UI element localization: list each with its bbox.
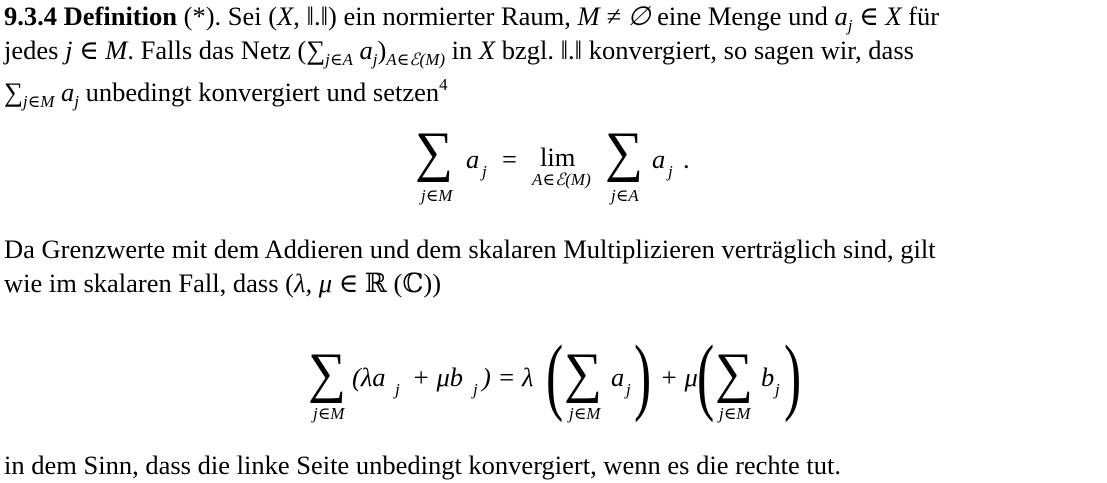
var-a: a (61, 77, 75, 107)
sum-symbol: ∑ (306, 35, 326, 65)
text: jedes (4, 35, 59, 65)
in-symbol: ∈ (859, 1, 879, 31)
norm: , ‖.‖ (293, 1, 329, 31)
lim-operator: lim (540, 142, 576, 172)
paragraph-2-line-2 (4, 267, 1104, 300)
definition-mark: (*). (183, 1, 222, 31)
sum-symbol: ∑ (714, 342, 753, 404)
sum-symbol: ∑ (414, 121, 453, 183)
definition-line-3 (4, 68, 1104, 118)
sub-j: j (372, 50, 378, 69)
sub-j: j (74, 92, 79, 111)
text: für (908, 1, 940, 31)
sum-symbol: ∑ (604, 121, 643, 183)
text: eine Menge und (657, 1, 828, 31)
sub-j: j (482, 162, 487, 181)
j-in-m: j ∈ M (65, 35, 128, 65)
var-x: X (478, 35, 496, 65)
sub-j: j (626, 380, 631, 399)
paragraph-3: in dem Sinn, dass die linke Seite unbedingt konvergiert, wenn es die rechte tut. (4, 450, 842, 480)
right-paren: ) (784, 327, 802, 423)
lim-index: A∈ℰ(M) (532, 170, 591, 189)
period: . (683, 144, 690, 174)
plus-mu-b: + μb (412, 362, 464, 392)
footnote-marker: 4 (439, 75, 448, 94)
sub-j: j (775, 380, 780, 399)
text: ) ein normierter Raum, (328, 1, 571, 31)
lambda-mu: λ, μ (293, 268, 332, 298)
text: unbedingt konvergiert und setzen (85, 77, 440, 107)
text: ∈ ℝ (ℂ)) (338, 268, 442, 298)
text: wie im skalaren Fall, dass ( (4, 268, 294, 298)
var-a: a (359, 35, 373, 65)
sub-j: j (395, 380, 400, 399)
sub-j-in-m: j∈M (22, 92, 55, 111)
equals-sign: = (502, 144, 517, 174)
definition-line-2: jedes j ∈ M. Falls das Netz ($\sum_{j\in A}$ $a_j)_{A\in ℰ(M)}$ in X bzgl. ‖.‖ konvergiert, so sagen wir, dass (4, 35, 914, 69)
left-paren: ( (546, 327, 564, 423)
text: bzgl. ‖.‖ konvergiert, so sagen wir, dass (501, 35, 914, 65)
sub-j: j (473, 380, 478, 399)
sum-index: j∈A (611, 186, 639, 205)
text: in (451, 35, 473, 65)
sum-symbol: ∑ (307, 342, 346, 404)
definition-number: 9.3.4 Definition (4, 1, 177, 31)
equals-lambda: ) = λ (482, 362, 534, 392)
sum-index: j∈M (313, 404, 345, 423)
var-b: b (761, 362, 775, 392)
sum-symbol: ∑ (4, 77, 23, 107)
var-a: a (652, 144, 666, 174)
text: Sei ( (227, 1, 278, 31)
plus-mu: + μ (660, 362, 698, 392)
lhs-open: (λa (352, 362, 386, 392)
m-neq-empty: M ≠ ∅ (577, 1, 651, 31)
right-paren: ) (634, 327, 652, 423)
sum-index: j∈M (719, 404, 751, 423)
left-paren: ( (697, 327, 715, 423)
paragraph-2-line-1: Da Grenzwerte mit dem Addieren und dem skalaren Multiplizieren verträglich sind, gilt (4, 234, 936, 264)
text: . Falls das Netz ( (127, 35, 307, 65)
sub-j-in-a: j∈A (325, 50, 353, 69)
var-a: a (611, 362, 625, 392)
sub-j: j (668, 162, 673, 181)
sum-index: j∈M (421, 186, 453, 205)
sum-symbol: ∑ (563, 342, 602, 404)
sub-net-index: A∈ℰ(M) (386, 50, 446, 69)
var-a: a (466, 144, 480, 174)
sum-index: j∈M (569, 404, 601, 423)
var-x: X (277, 1, 294, 31)
sub-j: j (847, 16, 853, 35)
var-a: a (834, 1, 848, 31)
var-x: X (885, 1, 902, 31)
